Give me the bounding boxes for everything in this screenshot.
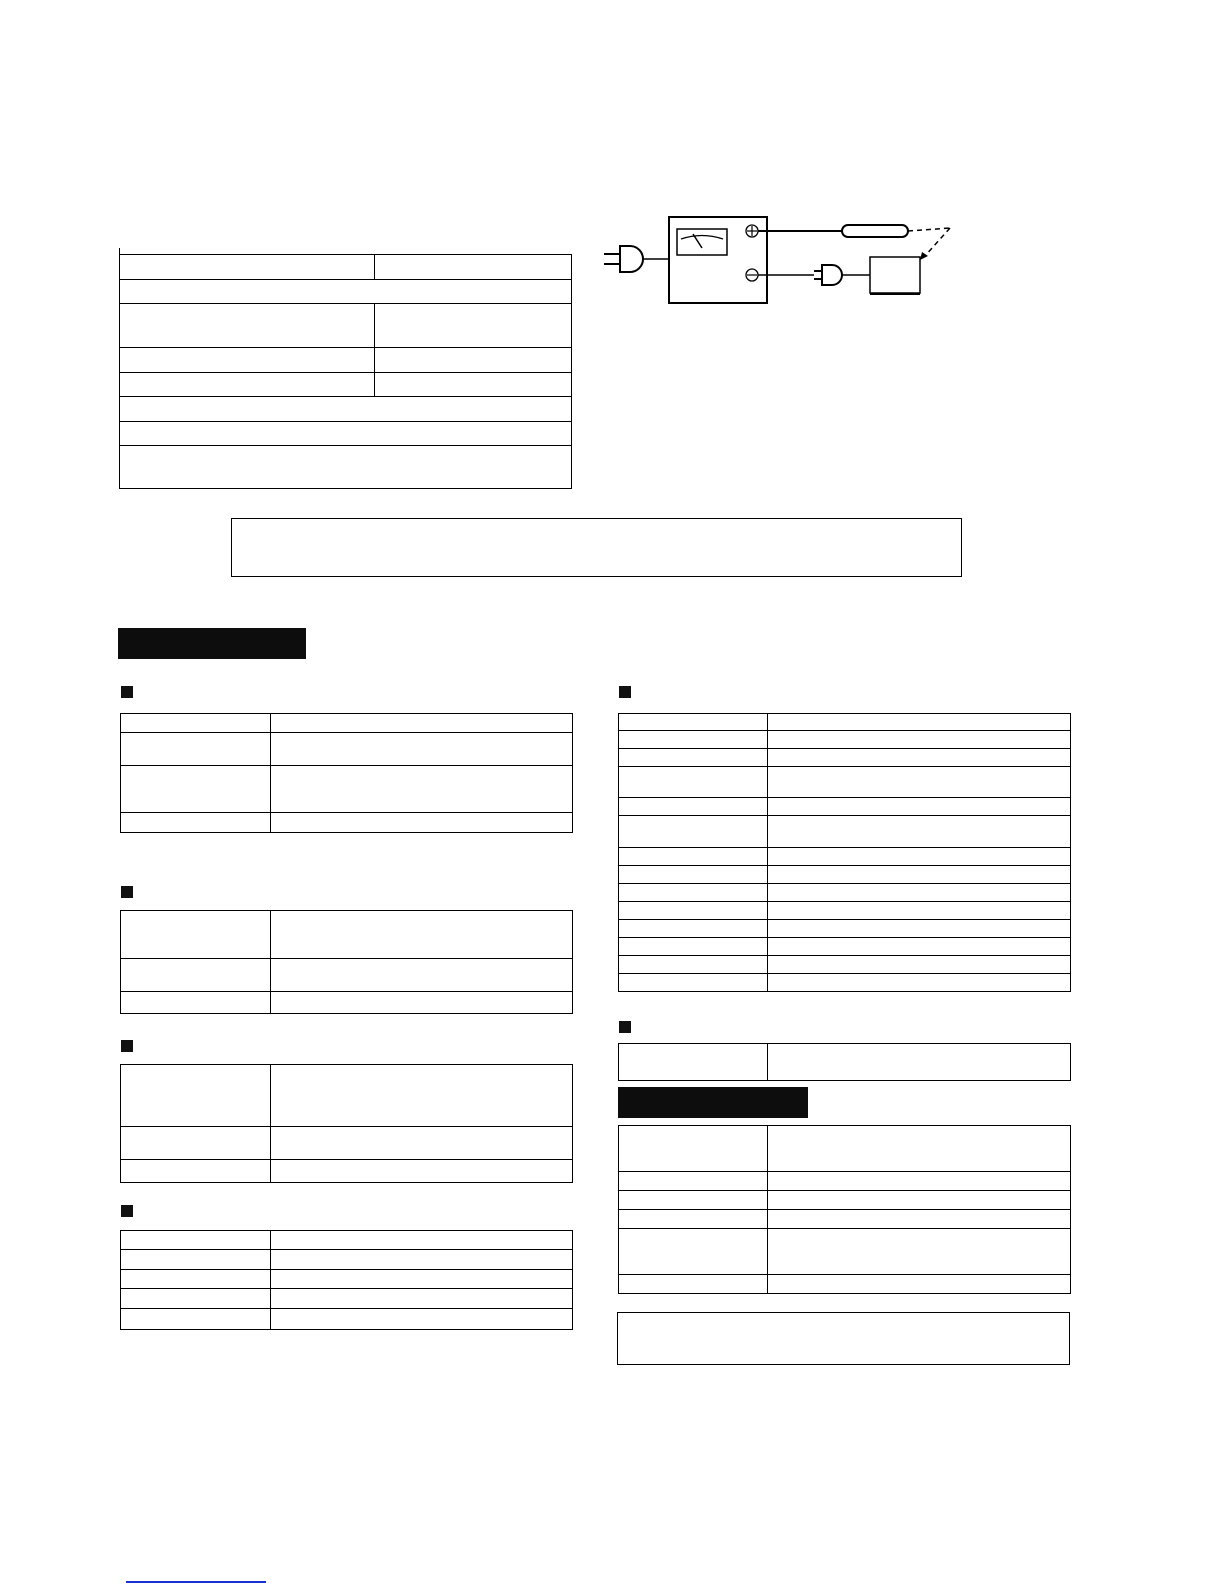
- appliance-connection: [758, 257, 920, 294]
- spec-table-left-1: [120, 713, 573, 833]
- table-row: [121, 992, 573, 1014]
- section-bullet-icon: [121, 1205, 133, 1217]
- table-row: [121, 813, 573, 833]
- table-row: [120, 304, 572, 348]
- table-row: [619, 714, 1071, 731]
- section-bullet-icon: [619, 1021, 631, 1033]
- notice-box: [231, 518, 962, 577]
- section-bullet-icon: [121, 886, 133, 898]
- section-bullet-icon: [121, 1040, 133, 1052]
- table-row: [121, 959, 573, 992]
- table-row: [619, 902, 1071, 920]
- table-row: [619, 920, 1071, 938]
- table-row: [619, 1229, 1071, 1275]
- section-heading-bar-right: [618, 1087, 808, 1118]
- bottom-note-box: [617, 1312, 1070, 1365]
- table-row: [619, 1172, 1071, 1191]
- table-row: [619, 956, 1071, 974]
- table-row: [121, 1160, 573, 1183]
- spec-table-left-4: [120, 1230, 573, 1330]
- table-row: [619, 798, 1071, 816]
- table-row: [121, 1270, 573, 1289]
- section-bullet-icon: [619, 686, 631, 698]
- top-spec-table: [119, 254, 572, 489]
- spec-table-right-3: [618, 1125, 1071, 1294]
- spec-table-right-1: [618, 713, 1071, 992]
- section-heading-bar: [118, 628, 306, 659]
- table-row: [121, 766, 573, 813]
- table-row: [121, 1065, 573, 1127]
- table-row: [619, 731, 1071, 749]
- table-row: [121, 911, 573, 959]
- table-row: [619, 767, 1071, 798]
- link-underline[interactable]: [126, 1581, 266, 1583]
- table-row: [121, 1250, 573, 1270]
- table-row: [120, 446, 572, 489]
- spec-table-left-3: [120, 1064, 573, 1183]
- table-row: [120, 348, 572, 373]
- table-row: [619, 974, 1071, 992]
- test-probe: [758, 225, 950, 260]
- test-circuit-diagram: [590, 205, 990, 315]
- table-row: [619, 1126, 1071, 1172]
- table-row: [619, 848, 1071, 866]
- table-row: [619, 866, 1071, 884]
- table-row: [121, 1309, 573, 1330]
- table-row: [619, 1191, 1071, 1210]
- table-row: [619, 1210, 1071, 1229]
- section-bullet-icon: [121, 686, 133, 698]
- table-row: [120, 422, 572, 446]
- table-row: [619, 1044, 1071, 1081]
- spec-table-right-2: [618, 1043, 1071, 1081]
- table-row: [121, 1289, 573, 1309]
- table-row: [619, 749, 1071, 767]
- table-row: [121, 1231, 573, 1250]
- table-row: [120, 255, 572, 280]
- table-row: [619, 1275, 1071, 1294]
- table-row: [619, 938, 1071, 956]
- table-row: [120, 373, 572, 397]
- table-row: [121, 714, 573, 733]
- table-row: [121, 1127, 573, 1160]
- table-row: [120, 397, 572, 422]
- meter-box: [669, 217, 767, 303]
- table-row: [619, 816, 1071, 848]
- table-row: [619, 884, 1071, 902]
- ac-plug-icon: [604, 246, 670, 272]
- table-row: [120, 280, 572, 304]
- spec-table-left-2: [120, 910, 573, 1014]
- table-row: [121, 733, 573, 766]
